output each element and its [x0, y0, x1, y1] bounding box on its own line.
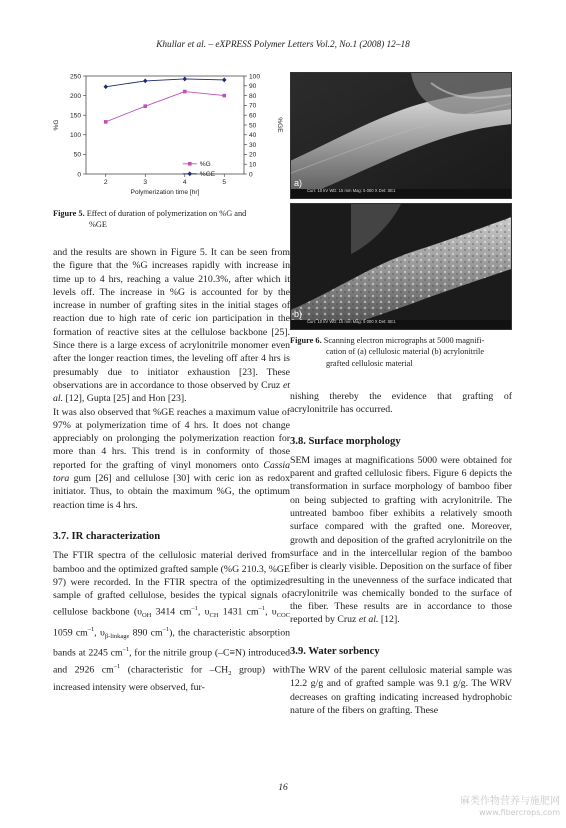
figure6-caption [290, 335, 512, 369]
figure5-label: Figure 5. [53, 209, 85, 218]
subscript: 2 [228, 670, 232, 678]
text: ), the characteristic absorption bands at 2245 cm [53, 627, 290, 659]
sem-databar-a: Curr: 10 kV WD: 15 mm Mag: 5 000 X Det: SE1 [291, 189, 511, 198]
watermark-line-2: www.fibercrops.com [479, 808, 560, 817]
superscript: –1 [113, 663, 121, 671]
subscript: COC [276, 612, 291, 620]
y-left-tick-label: 0 [77, 171, 81, 179]
paragraph [53, 406, 290, 512]
legend-marker [188, 171, 192, 176]
superscript: –1 [122, 646, 130, 654]
figure6-caption-text-2: cation of (a) cellulosic material (b) acrylonitrile [326, 347, 485, 357]
italic-text: et al. [358, 614, 379, 626]
y-left-tick-label: 200 [69, 92, 81, 100]
page-number: 16 [278, 783, 288, 793]
y-left-tick-label: 150 [69, 112, 81, 120]
legend-marker [188, 162, 192, 166]
text: It was also observed that %GE reaches a maximum value of 97% at polymerization time of 4 hrs. It does not change appreciably on prolonging the polymerization reaction for more than 4 hrs. This trend is in conformity of those reported for the grafting of vinyl monomers onto [53, 406, 290, 471]
y-left-tick-label: 50 [73, 151, 81, 159]
superscript: –1 [162, 625, 170, 633]
y-right-tick-label: 0 [249, 171, 253, 179]
text: , for the nitrile group (–C≡N) introduced and 2926 cm [53, 647, 290, 676]
y-left-axis-label: %G [53, 119, 60, 131]
figure5-caption-text-2: %GE [89, 220, 107, 230]
data-point [222, 94, 226, 98]
y-right-tick-label: 40 [249, 132, 257, 140]
panel-b-label: b) [294, 309, 303, 319]
subscript: OH [141, 612, 152, 620]
section-heading: 3.9. Water sorbency [290, 645, 380, 657]
figure5-caption [53, 208, 283, 231]
italic-text: Cassia tora [53, 459, 291, 485]
plot-frame [86, 76, 244, 174]
y-left-tick-label: 100 [69, 132, 81, 140]
y-right-tick-label: 70 [249, 102, 257, 110]
superscript: –1 [258, 605, 266, 613]
data-point [104, 120, 108, 124]
x-tick-label: 3 [143, 179, 148, 186]
superscript: –1 [191, 605, 198, 613]
text: 890 cm [132, 627, 163, 639]
data-point [183, 90, 187, 94]
text: [12]. [380, 614, 400, 626]
figure5-caption-text: Effect of duration of polymerization on %G and [86, 209, 247, 218]
paragraph [53, 246, 290, 406]
panel-a-label: a) [294, 178, 303, 188]
y-right-tick-label: 10 [249, 161, 257, 169]
sem-image-a [290, 72, 512, 199]
y-right-tick-label: 90 [249, 83, 257, 91]
text: gum [26] and cellulose [30] with ceric ion as redox initiator. Thus, to obtain the maximum %G, the optimum reaction time is 4 hrs. [53, 473, 290, 511]
y-right-tick-label: 50 [249, 122, 257, 130]
subscript: β-linkage [104, 633, 130, 641]
x-tick-label: 5 [222, 179, 227, 186]
text: group) with increased intensity were observed, fur- [53, 664, 290, 693]
sem-image-b [290, 203, 512, 330]
section-heading: 3.8. Surface morphology [290, 435, 401, 447]
data-point [143, 79, 147, 84]
superscript: –1 [87, 625, 95, 633]
figure6-label: Figure 6. [290, 336, 322, 345]
y-right-tick-label: 100 [249, 73, 261, 81]
series-line [106, 79, 225, 87]
series-line [106, 92, 225, 122]
subscript: CH [209, 612, 219, 620]
watermark-line-1: 麻类作物营养与施肥网 [460, 796, 560, 807]
y-right-axis-label: %GE [276, 117, 283, 133]
y-right-tick-label: 60 [249, 112, 257, 120]
paragraph [290, 454, 512, 627]
text: 1431 cm [222, 606, 259, 618]
paragraph: nishing thereby the evidence that grafting of acrylonitrile has occurred. [290, 391, 512, 416]
x-tick-label: 2 [103, 179, 108, 186]
paragraph: The FTIR spectra of the cellulosic material derived from bamboo and the optimized grafted sample (%G 210.3, %GE 97) were recorded. In the FTIR spectra of the optimized sample of grafted cellulose, besides the typical signals of cellulose backbone ($\upsilon_{OH}$ 3414 $cm^{-1}$, $\upsilon_{CH}$ 1431 $cm^{-1}$, $\upsilon_{COC}$ 1059 $cm^{-1}$, $\upsilon_{\beta-linkage}$ 890 $cm^{-1}$), the characteristic absorption bands at 2245 $cm^{-1}$, for the nitrile group (–C≡N) introduced and 2926 $cm^{-1}$ (characteristic for $-CH_2$ group) with increased intensity were observed, fur- [53, 550, 291, 693]
text: The FTIR spectra of the cellulosic material derived from bamboo and the optimized grafted sample (%G 210.3, %GE 97) were recorded. In the FTIR spectra of the optimized sample of grafted cellulose, besides the typical signals of cellulose backbone (υ [53, 550, 290, 618]
y-right-tick-label: 80 [249, 92, 257, 100]
running-header: Khullar et al. – eXPRESS Polymer Letters Vol.2, No.1 (2008) 12–18 [156, 40, 410, 50]
data-point [183, 77, 187, 82]
text: and the results are shown in Figure 5. It can be seen from the figure that the %G increases rapidly with increase in time up to 4 hrs, reaching a value 210.3%, after which it levels off. The increase in %G is accounted for by the increase in number of grafting sites in the initial stages of reaction due to high rate of ceric ion participation in the formation of reactive sites at the cellulose backbone [25]. Since there is a large excess of acrylonitrile monomer even after the longer reaction times, the leveling off after 4 hrs is presumably due to initiator exhaustion [23]. These observations are in accordance to those observed by Cruz [53, 247, 290, 391]
text: 3414 cm [155, 606, 192, 618]
left-column [53, 246, 290, 694]
data-point [222, 78, 226, 83]
y-right-tick-label: 30 [249, 141, 257, 149]
paragraph: The WRV of the parent cellulosic material sample was 12.2 g/g and of grafted sample was 9.1 g/g. The WRV decreases on grafting indicating increased hydrophobic nature of the fibers on grafting. These [290, 665, 512, 716]
text: SEM images at magnifications 5000 were obtained for parent and grafted cellulosic fibers. Figure 6 depicts the transformation in surface morphology of bamboo fiber on being subjected to grafting with acrylonitrile. The untreated bamboo fiber exhibits a relatively smooth surface compared with the grafted one. Moreover, growth and deposition of the grafted acrylonitrile on the surface and in the intercellular region of the bamboo fiber is clearly visible. Deposition on the surface of fiber resulting in the unevenness of the surface indicated that acrylonitrile was chemically bonded to the surface of the fiber. These results are in accordance to those reported by Cruz [290, 454, 512, 626]
legend-label: %GE [199, 171, 216, 179]
watermark [460, 796, 560, 818]
figure6-caption-text-3: grafted cellulosic material [326, 358, 413, 368]
right-column [290, 390, 512, 717]
italic-text: et al. [53, 379, 291, 405]
text: [12], Gupta [25] and Hon [23]. [65, 393, 187, 405]
x-tick-label: 4 [182, 179, 187, 186]
section-heading: 3.7. IR characterization [53, 530, 161, 542]
sem-databar-b: Curr: 10 kV WD: 15 mm Mag: 5 000 X Det: SE1 [291, 320, 511, 329]
data-point [104, 84, 108, 89]
text: (characteristic for –CH [127, 664, 229, 676]
data-point [143, 104, 147, 108]
figure5-chart [48, 68, 286, 198]
figure6-caption-text: Scanning electron micrographs at 5000 magnifi- [323, 336, 485, 345]
x-axis-label: Polymerization time [hr] [130, 189, 200, 196]
legend-label: %G [199, 161, 211, 169]
y-left-tick-label: 250 [69, 73, 81, 81]
y-right-tick-label: 20 [249, 151, 257, 159]
text: 1059 cm [53, 627, 88, 639]
